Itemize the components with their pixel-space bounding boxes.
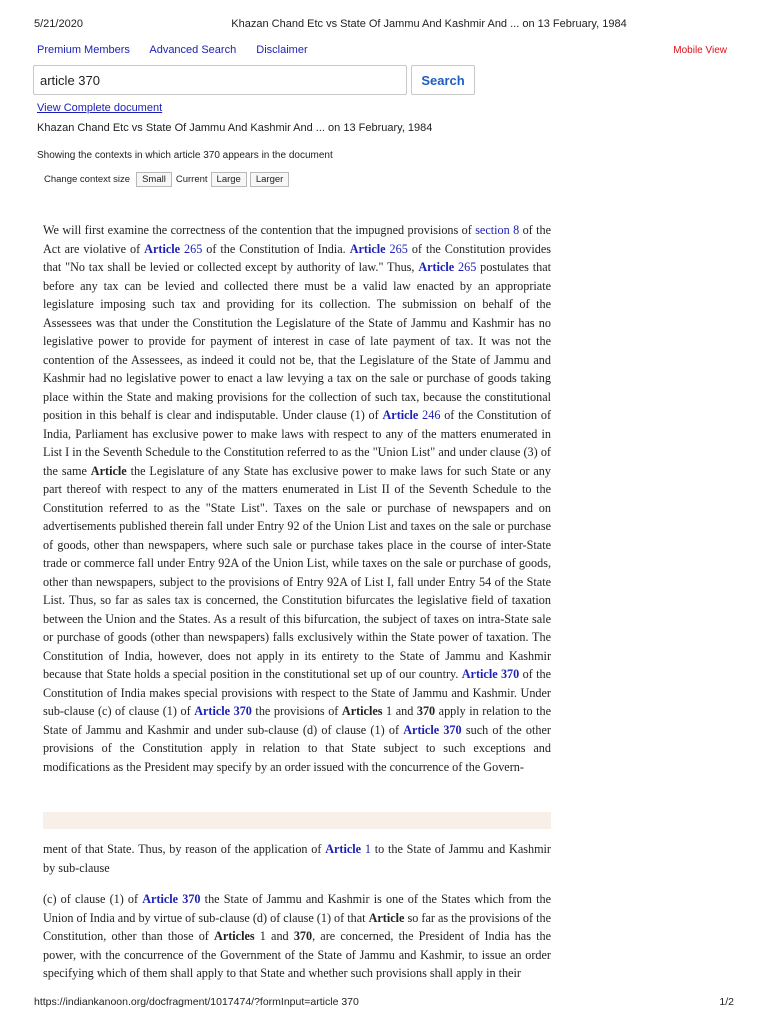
- text-run: apply in relation to the State of Jammu and Kashmir and under sub-clause (d) of clause (1) of: [43, 704, 551, 737]
- text-run: of the Constitution of India makes special provisions with respect to the State of Jammu and Kashmir. Under sub-clause (c) of clause (1) of: [43, 667, 551, 718]
- page-number: 1/2: [719, 996, 734, 1008]
- article-1-link[interactable]: [325, 842, 371, 856]
- article-370-link[interactable]: Article 370: [461, 667, 520, 681]
- context-small-button[interactable]: Small: [136, 172, 172, 187]
- text-run: such of the other provisions of the Constitution apply in relation to that State subject to such exceptions and modifications as the President may specify by an order issued with the concurrence of the Govern-: [43, 722, 551, 774]
- text-run: ment of that State. Thus, by reason of the application of: [43, 842, 326, 856]
- text-run: of the Constitution of India.: [202, 241, 350, 256]
- bold-term: 370: [416, 704, 436, 718]
- article-term: Article: [382, 408, 419, 422]
- article-265-link[interactable]: [418, 260, 476, 274]
- fragment-divider: [43, 812, 551, 829]
- article-370-link[interactable]: Article 370: [403, 722, 462, 737]
- text-run: of the Constitution of India, Parliament has exclusive power to make laws with respect to any of the matters enumerated in List I in the Seventh Schedule to the Constitution referred to as the "Union List" and under clause (3) of the same: [43, 408, 552, 478]
- top-nav: [37, 44, 768, 58]
- print-header: [34, 18, 734, 32]
- disclaimer-link[interactable]: Disclaimer: [256, 44, 308, 56]
- bold-term: 370: [293, 929, 313, 943]
- context-size-label: Change context size: [44, 174, 131, 185]
- article-term: Article: [144, 241, 181, 256]
- article-number: 1: [361, 842, 371, 856]
- bold-term: Articles: [214, 929, 255, 943]
- bold-term: Article: [90, 463, 127, 478]
- article-246-link[interactable]: [382, 408, 440, 422]
- bold-term: Articles: [341, 704, 383, 718]
- document-title: Khazan Chand Etc vs State Of Jammu And Kashmir And ... on 13 February, 1984: [37, 122, 433, 134]
- text-run: (c) of clause (1) of: [43, 892, 143, 906]
- text-run: 1 and: [382, 704, 417, 718]
- context-larger-button[interactable]: Larger: [250, 172, 289, 187]
- print-title: Khazan Chand Etc vs State Of Jammu And Kashmir And ... on 13 February, 1984: [231, 18, 627, 30]
- article-number: 265: [180, 241, 203, 256]
- text-run: the provisions of: [251, 704, 342, 718]
- mobile-view-link[interactable]: Mobile View: [673, 45, 727, 56]
- context-size-controls: [44, 172, 292, 187]
- article-term: Article: [418, 260, 455, 274]
- article-265-link[interactable]: [350, 242, 408, 256]
- text-run: , are concerned, the President of India has the power, with the concurrence of the Government of the State of Jammu and Kashmir, to issue an order specifying which of them shall apply to that State and whether such provisions shall apply in their: [43, 929, 551, 980]
- article-term: Article: [349, 241, 386, 256]
- article-term: Article: [325, 842, 362, 856]
- section-8-link[interactable]: section 8: [475, 223, 520, 237]
- text-run: to the State of Jammu and Kashmir by sub-clause: [43, 842, 551, 875]
- text-run: the State of Jammu and Kashmir is one of the States which from the Union of India and by virtue of sub-clause (d) of clause (1) of that: [43, 892, 551, 925]
- text-run: 1 and: [254, 929, 294, 943]
- page-url: https://indiankanoon.org/docfragment/1017474/?formInput=article 370: [34, 996, 359, 1008]
- search-input[interactable]: [33, 65, 407, 95]
- context-current-label: Current: [175, 174, 208, 185]
- article-number: 246: [418, 408, 441, 422]
- article-number: 265: [385, 241, 408, 256]
- context-paragraph-1: [43, 221, 551, 776]
- bold-term: Article: [368, 910, 405, 925]
- text-run: We will first examine the correctness of the contention that the impugned provisions of: [43, 223, 476, 237]
- article-370-link[interactable]: Article 370: [142, 892, 201, 906]
- premium-members-link[interactable]: Premium Members: [37, 44, 130, 56]
- print-footer: [34, 996, 734, 1010]
- text-run: the Legislature of any State has exclusive power to make laws for such State or any part thereof with respect to any of the matters enumerated in List II of the Seventh Schedule to the Constitution referred to as the "State List". Taxes on the sale or purchase of newspapers and on advertisements published therein fall under Entry 92 of the Union List and taxes on the sale or purchase of goods, other than newspapers, where such sale or purchase takes place in the course of inter-State trade or commerce fall under Entry 92A of the Union List, while taxes on the sale or purchase of goods, other than newspapers, subject to the provisions of Entry 92A of List I, fall under Entry 54 of the State List. Thus, so far as sales tax is concerned, the Constitution bifurcates the legislative field of taxation between the Union and the States. As a result of this bifurcation, the subject of taxes on intra-State sale or purchase of goods (other than newspapers) falls exclusively within the State power of taxation. The Constitution of India, however, does not apply in its entirety to the State of Jammu and Kashmir because that State holds a special position in the constitutional set up of our country.: [43, 463, 551, 681]
- text-run: of the Constitution provides that "No tax shall be levied or collected except by authority of law." Thus,: [43, 241, 552, 274]
- article-265-link[interactable]: [144, 242, 202, 256]
- article-370-link[interactable]: Article 370: [194, 704, 252, 718]
- search-button[interactable]: Search: [411, 65, 475, 95]
- text-run: postulates that before any tax can be levied and collected there must be a valid law enacted by an appropriate legislature imposing such tax and providing for its collection. The submission on behalf of the Assessees was that under the Constitution the Legislature of the State of Jammu and Kashmir has no legislative power to provide for payment of interest in case of late payment of tax. It was not the contention of the Assessees, as indeed it could not be, that the Legislature of the State of Jammu and Kashmir had no legislative power to enact a law levying a tax on the sale or purchase of goods taking place within the State and making provisions for the collection of such tax, because the constitutional position in this behalf is clear and indisputable. Under clause (1) of: [43, 260, 551, 422]
- print-date: 5/21/2020: [34, 18, 83, 30]
- context-note: Showing the contexts in which article 370 appears in the document: [37, 150, 333, 161]
- context-large-button[interactable]: Large: [211, 172, 247, 187]
- article-number: 265: [454, 260, 477, 274]
- context-paragraph-3: [43, 890, 551, 983]
- context-paragraph-2: [43, 840, 551, 877]
- text-run: of the Act are violative of: [43, 223, 551, 256]
- text-run: so far as the provisions of the Constitution, other than those of: [43, 910, 552, 943]
- view-complete-document-link[interactable]: View Complete document: [37, 102, 163, 114]
- advanced-search-link[interactable]: Advanced Search: [149, 44, 237, 56]
